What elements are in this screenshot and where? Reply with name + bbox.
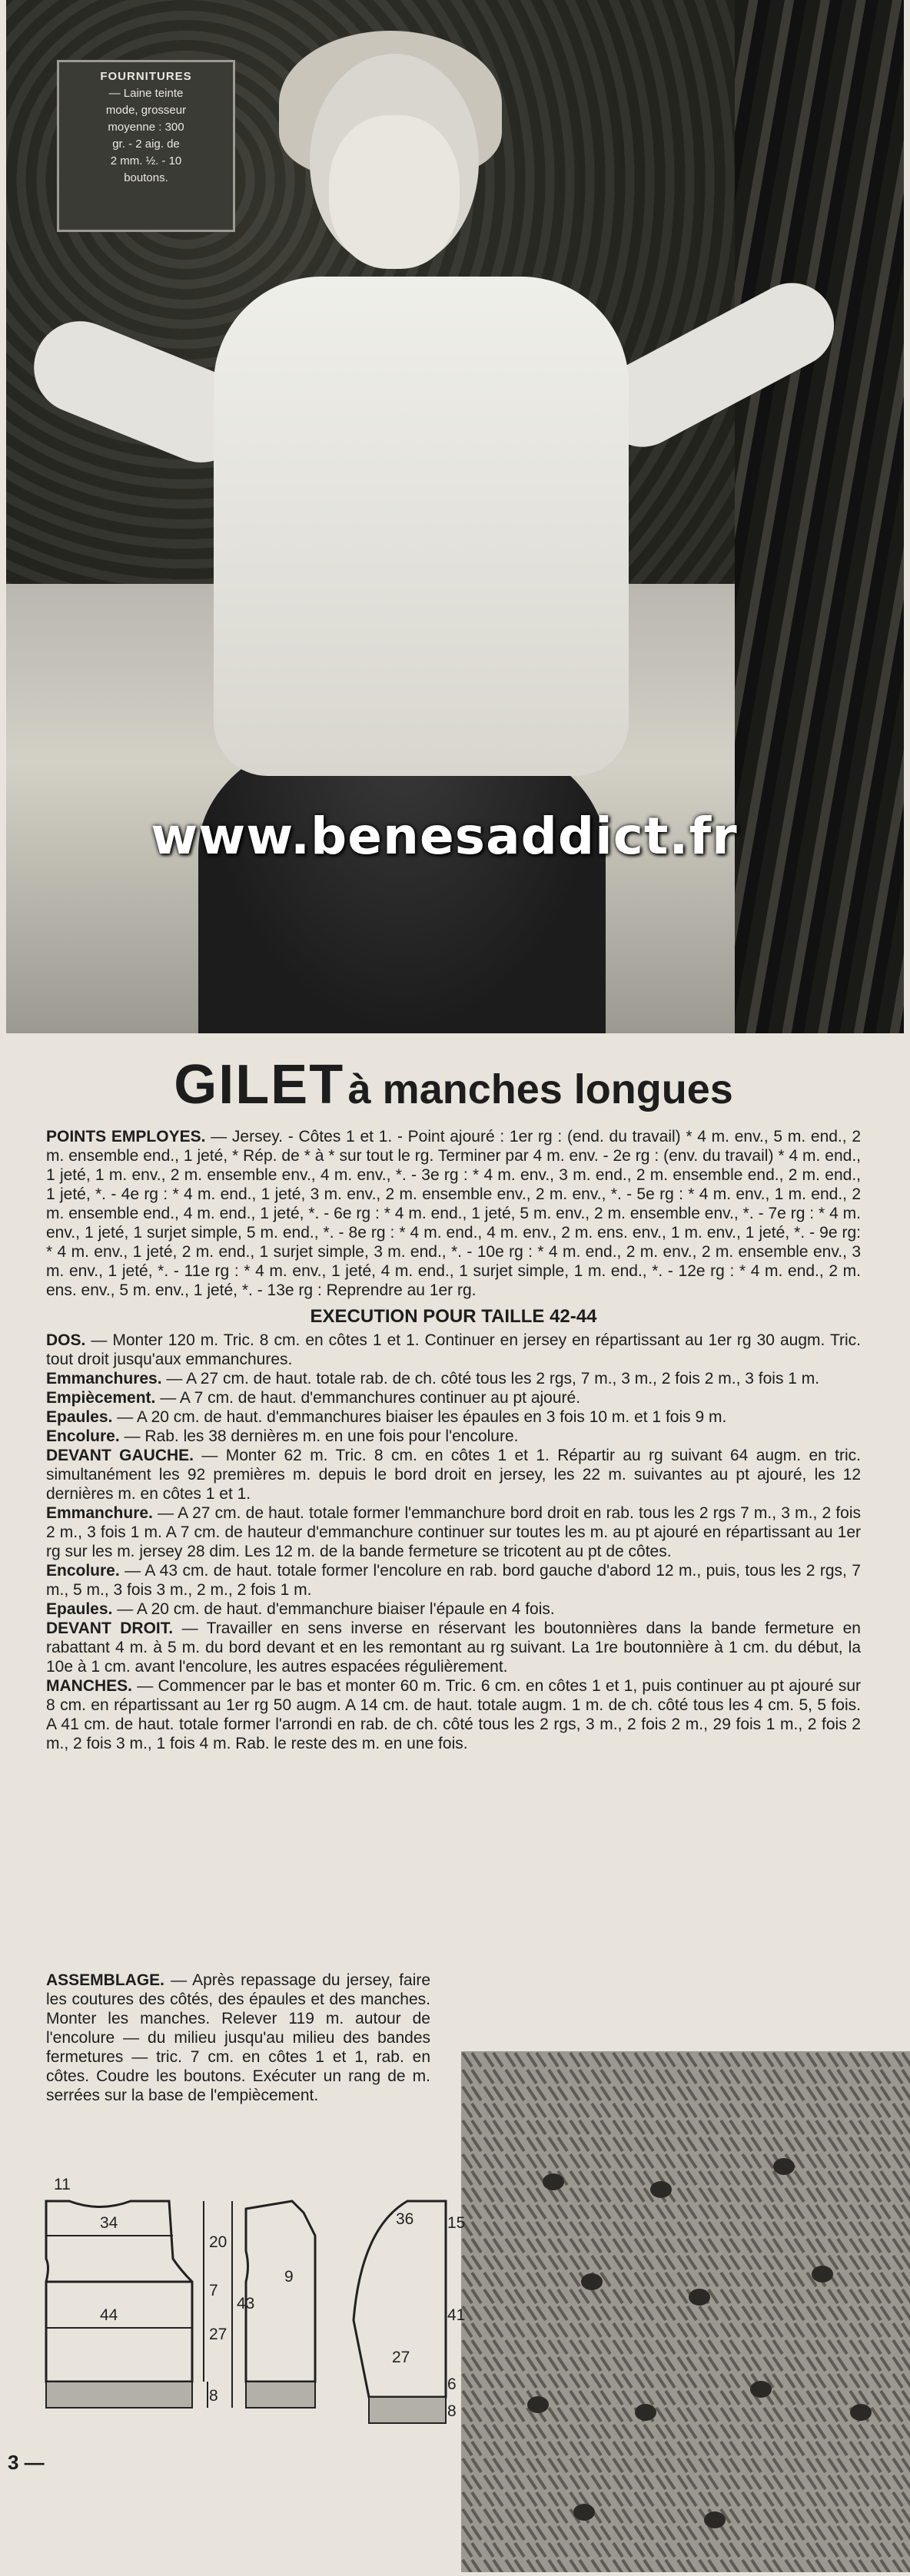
section-label: DEVANT DROIT.	[46, 1620, 174, 1637]
label-total-height: 43	[237, 2295, 255, 2312]
section-encolure	[46, 1427, 861, 1446]
article-title	[46, 1053, 861, 1127]
section-manches	[46, 1676, 861, 1753]
section-devant-droit	[46, 1619, 861, 1676]
label-back-height: 27	[209, 2326, 227, 2343]
fournitures-line: 2 mm. ½. - 10	[110, 154, 182, 167]
fournitures-line: boutons.	[124, 171, 168, 184]
fournitures-box	[57, 60, 235, 232]
label-sleeve-pattern: 6	[447, 2375, 457, 2393]
assemblage-label: ASSEMBLAGE.	[46, 1971, 165, 1989]
page-number: 3 —	[8, 2451, 45, 2474]
points-label: POINTS EMPLOYES.	[46, 1128, 206, 1145]
label-back-rib: 8	[209, 2387, 218, 2405]
label-sleeve-top: 36	[396, 2210, 414, 2228]
section-empiecement	[46, 1388, 861, 1407]
label-sleeve-length: 41	[447, 2306, 466, 2324]
sleeve-piece	[354, 2201, 446, 2397]
front-piece	[246, 2201, 315, 2382]
section-label: Emmanchures.	[46, 1370, 162, 1387]
section-epaules	[46, 1407, 861, 1427]
watermark: www.benesaddict.fr	[151, 807, 738, 866]
section-epaules-front	[46, 1600, 861, 1619]
label-sleeve-rib: 8	[447, 2402, 457, 2420]
title-rest: à manches longues	[347, 1066, 733, 1112]
section-text: — A 43 cm. de haut. totale former l'encolure en rab. bord gauche d'abord 12 m., puis, tous les 2 rgs, 7 m., 5 m., 3 fois 3 m., 2 m., 2 fois 1 m.	[46, 1562, 861, 1599]
front-ribbing	[246, 2382, 315, 2408]
fashion-photo	[6, 0, 904, 1033]
section-text: — A 27 cm. de haut. totale rab. de ch. côté tous les 2 rgs, 7 m., 3 m., 2 fois 2 m., 3 fois 1 m.	[161, 1370, 820, 1387]
section-label: Encolure.	[46, 1562, 120, 1580]
fournitures-line: mode, grosseur	[105, 104, 187, 117]
label-back-width: 44	[100, 2306, 118, 2324]
fournitures-title: FOURNITURES	[100, 70, 192, 83]
label-back-top: 11	[54, 2176, 71, 2193]
section-text: — A 7 cm. de haut. d'emmanchures continuer au pt ajouré.	[155, 1389, 581, 1407]
face	[329, 115, 460, 269]
section-text: — A 27 cm. de haut. totale former l'emmanchure bord droit en rab. tous les 2 rgs 7 m., 3 m., 2 fois 2 m., 3 fois 1 m. A 7 cm. de hauteur d'emmanchure continuer sur toutes les m. au pt ajouré en répartissant au 1er rg sur les m. jersey 28 dim. Les 12 m. de la bande fermeture se tricotent au pt de côtes.	[46, 1504, 861, 1560]
section-label: Emmanchure.	[46, 1504, 153, 1522]
section-text: — Travailler en sens inverse en réservant les boutonnières dans la bande fermeture en rabattant 4 m. à 5 m. du bord devant et en les remontant au rg suivant. La 1re boutonnière à 1 cm. du début, la 10e à 1 cm. avant l'encolure, les autres espacées régulièrement.	[46, 1620, 861, 1676]
pattern-diagrams	[15, 2167, 466, 2474]
title-main: GILET	[174, 1054, 345, 1116]
cardigan	[214, 277, 629, 776]
label-back-armhole: 20	[209, 2233, 227, 2251]
section-label: DEVANT GAUCHE.	[46, 1447, 194, 1464]
tree-trunk	[735, 0, 904, 1033]
back-ribbing	[46, 2382, 192, 2408]
fournitures-line: gr. - 2 aig. de	[112, 138, 180, 151]
fournitures-line: — Laine teinte	[108, 87, 184, 100]
section-label: Encolure.	[46, 1427, 120, 1445]
section-label: Epaules.	[46, 1600, 113, 1618]
section-label: DOS.	[46, 1331, 86, 1349]
assemblage-text: — Après repassage du jersey, faire les coutures des côtés, des épaules et des manches. Monter les manches. Relever 119 m. autour de l'encolure — du milieu jusqu'au milieu des bandes fermetures — tric. 7 cm. en côtes 1 et 1, rab. en côtes. Coudre les boutons. Exécuter un rang de m. serrées sur la base de l'empiècement.	[46, 1971, 430, 2104]
fournitures-line: moyenne : 300	[108, 121, 184, 134]
section-text: — Commencer par le bas et monter 60 m. Tric. 6 cm. en côtes 1 et 1, puis continuer au pt ajouré sur 8 cm. en répartissant au 1er rg 50 augm. A 14 cm. de haut. totale augm. 1 m. de ch. côté tous les 4 cm. 5, 5 fois. A 41 cm. de haut. totale former l'arrondi en rab. de ch. côté tous les 2 rgs, 3 m., 2 fois 2 m., 29 fois 1 m., 2 fois 2 m., 2 fois 3 m., 1 fois 4 m. Rab. le reste des m. en une fois.	[46, 1677, 861, 1752]
pattern-article	[46, 1033, 861, 1753]
points-paragraph	[46, 1127, 861, 1300]
label-back-shoulder: 34	[100, 2214, 118, 2232]
points-text: — Jersey. - Côtes 1 et 1. - Point ajouré : 1er rg : (end. du travail) * 4 m. env., 5 m. end., 2 m. ensemble end., 1 jeté, * Rép. de * à * sur tout le rg. Terminer par 4 m. env. - 2e rg : (env. du travail) * 4 m. end., 1 jeté, 1 m. env., 2 m. ensemble env., 4 m. env., *. - 3e rg : * 4 m. env., 3 m. end., 2 m. ensemble end., 2 m. end., 1 jeté, *. - 4e rg : * 4 m. end., 1 jeté, 3 m. env., 2 m. ensemble env., 2 m. env., *. - 5e rg : * 4 m. env., 1 m. end., 2 m. ensemble end., 4 m. end., 1 jeté, *. - 6e rg : * 4 m. end., 1 jeté, 5 m. env., 2 m. ensemble env., *. - 7e rg : * 4 m. env., 1 jeté, 1 surjet simple, 5 m. end., *. - 8e rg : * 4 m. end., 4 m. env., 2 m. ens. env., 1 m. env., 1 jeté, *. - 9e rg: * 4 m. env., 1 jeté, 2 m. end., 1 surjet simple, 3 m. end., *. - 10e rg : * 4 m. end., 2 m. env., 2 m. ensemble env., 3 m. env., 1 jeté, *. - 11e rg : * 4 m. env., 1 jeté, 4 m. end., 1 surjet simple, 1 m. end., *. - 12e rg : * 4 m. end., 2 m. ens. env., 5 m. env., 1 jeté, *. - 13e rg : Reprendre au 1er rg.	[46, 1128, 861, 1299]
section-text: — Monter 120 m. Tric. 8 cm. en côtes 1 et 1. Continuer en jersey en répartissant au 1er rg 30 augm. Tric. tout droit jusqu'aux emmanchures.	[46, 1331, 861, 1368]
dimension-lines	[46, 2201, 232, 2408]
section-encolure-front	[46, 1561, 861, 1600]
schematic-drawing	[15, 2167, 466, 2474]
section-label: MANCHES.	[46, 1677, 133, 1695]
section-devant-gauche	[46, 1446, 861, 1503]
label-back-yoke: 7	[209, 2282, 218, 2299]
section-text: — Monter 62 m. Tric. 8 cm. en côtes 1 et 1. Répartir au rg suivant 64 augm. en tric. simultanément les 92 premières m. depuis le bord droit en jersey, les 22 m. suivantes au pt ajouré, les 12 dernières m. en côtes 1 et 1.	[46, 1447, 862, 1503]
section-text: — A 20 cm. de haut. d'emmanchure biaiser l'épaule en 4 fois.	[112, 1600, 555, 1618]
label-sleeve-width: 27	[392, 2349, 410, 2366]
section-emmanchure	[46, 1503, 861, 1561]
section-emmanchures	[46, 1369, 861, 1388]
assemblage-paragraph	[46, 1971, 430, 2105]
back-piece	[46, 2201, 192, 2382]
section-text: — Rab. les 38 dernières m. en une fois pour l'encolure.	[119, 1427, 519, 1445]
section-label: Empiècement.	[46, 1389, 156, 1407]
section-dos	[46, 1331, 861, 1369]
section-label: Epaules.	[46, 1408, 113, 1426]
sleeve-ribbing	[369, 2397, 446, 2423]
stitch-swatch-photo	[461, 2051, 910, 2572]
execution-heading: EXECUTION POUR TAILLE 42-44	[310, 1306, 597, 1327]
label-sleeve-cap: 15	[447, 2214, 466, 2232]
label-front-yoke: 9	[284, 2268, 294, 2286]
section-text: — A 20 cm. de haut. d'emmanchures biaiser les épaules en 3 fois 10 m. et 1 fois 9 m.	[112, 1408, 727, 1426]
swatch-texture	[461, 2051, 910, 2572]
assemblage-wrap	[46, 1971, 430, 2105]
